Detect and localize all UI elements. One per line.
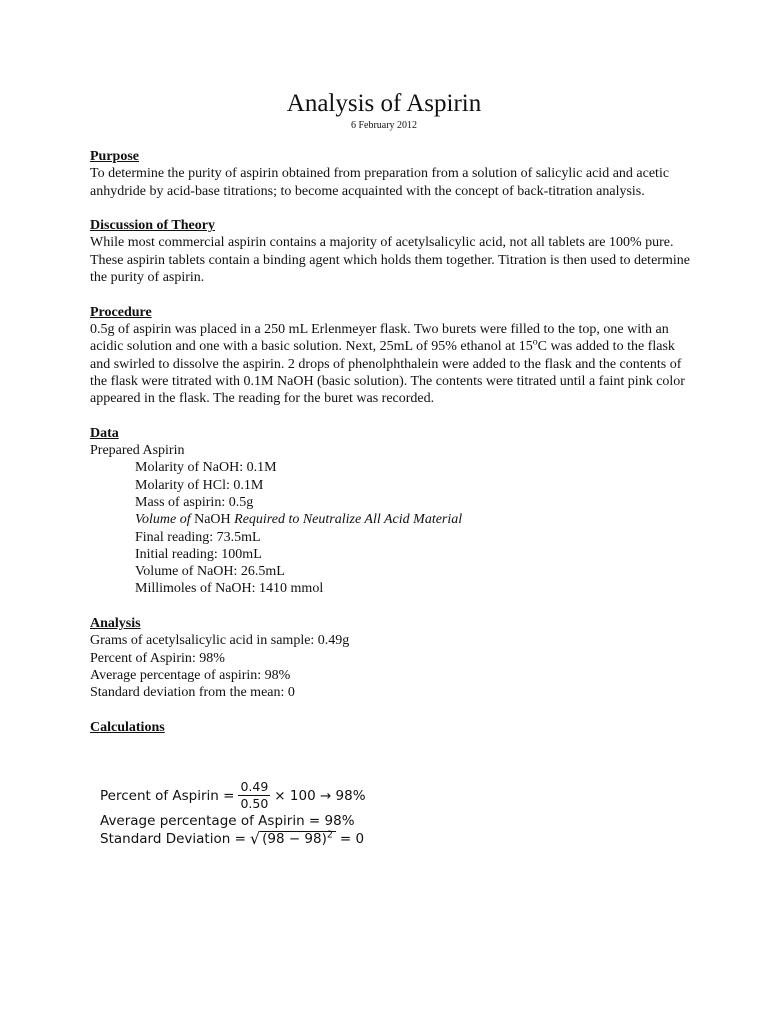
- document-date: 6 February 2012: [350, 120, 418, 131]
- procedure-text-part1: 0.5g of aspirin was placed in a 250 mL Erlenmeyer flask. Two burets were filled to the top, one with an acidic solution and one with a basic solution. Next, 25mL of 95% ethanol at 15: [90, 321, 669, 355]
- volume-label-part1: Volume of: [135, 512, 191, 528]
- degree-superscript: o: [532, 336, 538, 348]
- purpose-heading: Purpose: [90, 149, 139, 164]
- theory-section: [90, 217, 690, 286]
- theory-heading: Discussion of Theory: [90, 218, 215, 234]
- equation-stddev: [100, 831, 366, 847]
- calculations-section: [90, 719, 690, 736]
- analysis-item: Average percentage of aspirin: 98%: [90, 667, 291, 683]
- data-item: Molarity of NaOH: 0.1M: [135, 460, 277, 476]
- analysis-section: [90, 615, 690, 701]
- equation-average-text: Average percentage of Aspirin = 98%: [100, 813, 355, 829]
- calculations-equations: [100, 780, 366, 847]
- radicand-text: (98 − 98): [262, 831, 327, 847]
- analysis-item: Standard deviation from the mean: 0: [90, 685, 295, 701]
- volume-label: [135, 511, 690, 528]
- sqrt-symbol: √: [249, 829, 261, 848]
- data-section: [90, 425, 690, 598]
- volume-label-part2: NaOH: [194, 512, 231, 528]
- fraction-denominator: 0.50: [240, 796, 269, 811]
- equation-average: [100, 813, 366, 829]
- data-item: Molarity of HCl: 0.1M: [135, 477, 264, 493]
- purpose-section: [90, 148, 690, 200]
- analysis-heading: Analysis: [90, 616, 141, 632]
- reading-item: Final reading: 73.5mL: [135, 529, 261, 545]
- volume-label-part3: Required to Neutralize All Acid Material: [234, 512, 463, 528]
- calculations-heading: Calculations: [90, 719, 165, 735]
- equation-percent-lhs: Percent of Aspirin =: [100, 787, 235, 804]
- data-item: Mass of aspirin: 0.5g: [135, 494, 254, 510]
- procedure-section: [90, 304, 690, 408]
- exponent: 2: [326, 829, 333, 841]
- data-subheading: Prepared Aspirin: [90, 443, 185, 459]
- procedure-heading: Procedure: [90, 304, 152, 320]
- equation-stddev-rhs: = 0: [339, 831, 365, 847]
- document-title: Analysis of Aspirin: [286, 90, 482, 117]
- reading-item: Millimoles of NaOH: 1410 mmol: [135, 581, 324, 597]
- data-list: [90, 459, 690, 597]
- document-body: [90, 148, 690, 753]
- analysis-item: Percent of Aspirin: 98%: [90, 650, 225, 666]
- procedure-text: [90, 321, 690, 407]
- reading-item: Initial reading: 100mL: [135, 546, 262, 562]
- purpose-text: To determine the purity of aspirin obtained from preparation from a solution of salicylic acid and acetic anhydride by acid-base titrations; to become acquainted with the concept of back-titration analysis.: [90, 166, 670, 199]
- analysis-item: Grams of acetylsalicylic acid in sample: 0.49g: [90, 633, 350, 649]
- theory-text: While most commercial aspirin contains a majority of acetylsalicylic acid, not all tablets are 100% pure. These aspirin tablets contain a binding agent which holds them together. Titration is then used to determine the purity of aspirin.: [90, 235, 690, 286]
- fraction: [238, 780, 270, 811]
- data-heading: Data: [90, 425, 119, 441]
- sqrt-radicand: [260, 831, 336, 847]
- procedure-text-part2: C was added to the flask and swirled to dissolve the aspirin. 2 drops of phenolphthalein were added to the flask and the contents of the flask were titrated with 0.1M NaOH (basic solution). The contents were titrated until a faint pink color appeared in the flask. The reading for the buret was recorded.: [90, 339, 685, 407]
- square-root: [250, 831, 336, 847]
- equation-stddev-lhs: Standard Deviation =: [100, 831, 246, 847]
- reading-item: Volume of NaOH: 26.5mL: [135, 564, 285, 580]
- fraction-numerator: 0.49: [240, 779, 269, 794]
- equation-percent-rhs: × 100 → 98%: [274, 787, 366, 804]
- equation-percent: [100, 780, 366, 811]
